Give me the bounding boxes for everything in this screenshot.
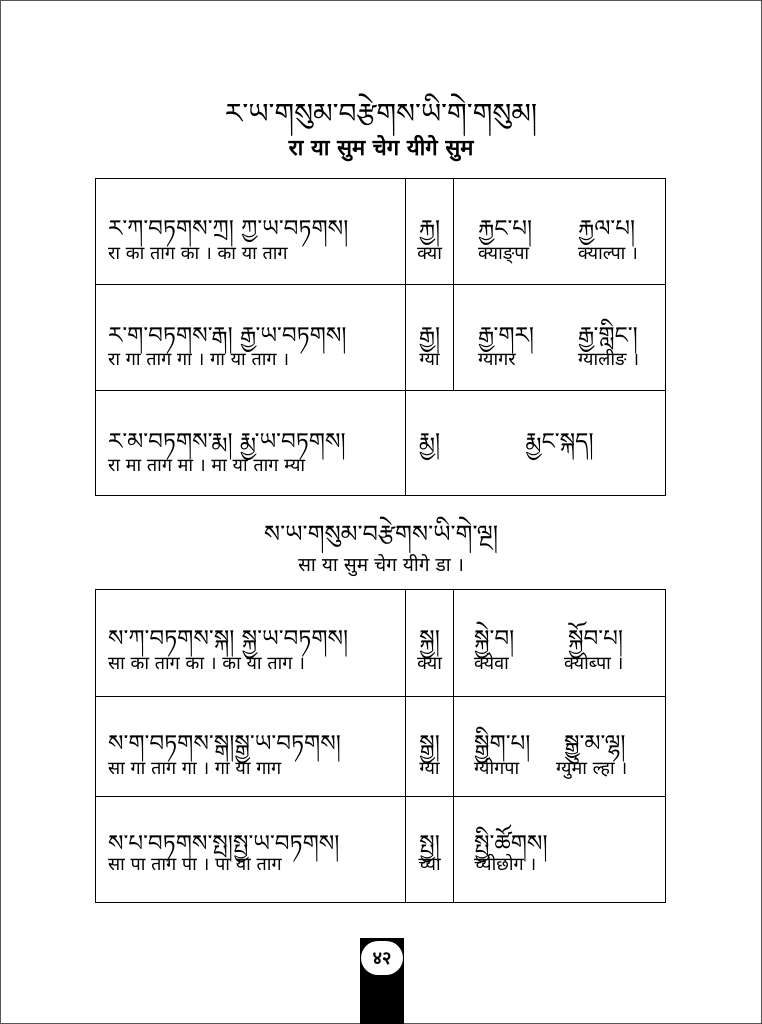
- letter-tibetan: རྒྱ།: [418, 323, 441, 349]
- rule-tibetan: ས་པ་བཏགས་སྤ།སྤྱ་ཡ་བཏགས།: [108, 831, 340, 857]
- title-devanagari: रा या सुम चेग यीगे सुम: [288, 136, 474, 161]
- rule-tibetan: ས་ཀ་བཏགས་སྐ། སྐྱ་ཡ་བཏགས།: [108, 626, 349, 652]
- letter-tibetan: སྤྱ།: [419, 831, 440, 857]
- page-number: ४२: [361, 941, 403, 975]
- rule-devanagari: रा का ताग का । का या ताग: [108, 243, 288, 264]
- title-tibetan: ར་ཡ་གསུམ་བརྩེགས་ཡི་གེ་གསུམ།: [224, 97, 538, 130]
- rule-tibetan: ས་ག་བཏགས་སྒ།སྒྱ་ཡ་བཏགས།: [108, 731, 341, 757]
- letter-devanagari: ग्या: [419, 349, 440, 370]
- rule-devanagari: रा गा ताग गा । गा या ताग ।: [108, 349, 290, 370]
- rule-tibetan: ར་མ་བཏགས་རྨ། རྨྱ་ཡ་བཏགས།: [108, 429, 346, 455]
- subtitle-devanagari: सा या सुम चेग यीगे डा ।: [298, 554, 464, 576]
- letter-devanagari: ग्या: [419, 758, 440, 779]
- letter-devanagari: च्या: [418, 854, 441, 875]
- example-tibetan: རྨྱང་སྐད།: [525, 429, 594, 455]
- example-tibetan: སྐྱེ་བ།: [474, 626, 515, 652]
- letter-tibetan: སྒྱ།: [419, 731, 440, 757]
- example-tibetan: རྐྱལ་པ།: [578, 216, 636, 242]
- example-devanagari: क्येवा: [474, 653, 509, 674]
- letter-tibetan: སྐྱ།: [419, 626, 440, 652]
- example-devanagari: क्योब्पा ।: [564, 653, 624, 674]
- letter-tibetan: རྨྱ།: [418, 429, 441, 455]
- example-tibetan: རྐྱང་པ།: [478, 216, 533, 242]
- example-tibetan: རྒྱ་གར།: [478, 323, 534, 349]
- example-tibetan: རྒྱ་གླིང་།: [578, 323, 638, 349]
- rule-tibetan: ར་ཀ་བཏགས་ཀྲ། ཀྱ་ཡ་བཏགས།: [108, 216, 349, 242]
- letter-tibetan: རྐྱ།: [418, 216, 441, 242]
- rule-devanagari: रा मा ताग मा । मा या ताग म्या: [108, 455, 306, 476]
- subtitle-tibetan: ས་ཡ་གསུམ་བརྩེགས་ཡི་གེ་ལྔ།: [263, 520, 499, 548]
- example-devanagari: ग्यीगपा: [474, 758, 520, 779]
- letter-devanagari: क्या: [417, 243, 442, 264]
- example-tibetan: སྒྱིག་པ།: [474, 731, 531, 757]
- example-devanagari: ग्युमा ल्हा ।: [556, 758, 628, 779]
- rule-devanagari: सा गा ताग गा । गा या गाग: [108, 758, 282, 779]
- example-devanagari: ग्यालीङ ।: [578, 349, 640, 370]
- example-devanagari: च्यीछोग ।: [474, 854, 537, 875]
- example-devanagari: क्याल्पा ।: [578, 243, 638, 264]
- example-tibetan: སྤྱི་ཚོགས།: [474, 831, 548, 857]
- rule-devanagari: सा पा ताग पा । पा या ताग: [108, 854, 282, 875]
- example-tibetan: སྒྱུ་མ་ལྷ།: [564, 731, 626, 757]
- example-tibetan: སྐྱོབ་པ།: [568, 626, 623, 652]
- letter-devanagari: क्या: [417, 653, 442, 674]
- rule-tibetan: ར་ག་བཏགས་རྒ། རྒྱ་ཡ་བཏགས།: [108, 323, 347, 349]
- example-devanagari: ग्यागर: [478, 349, 516, 370]
- rule-devanagari: सा का ताग का । का या ताग ।: [108, 653, 305, 674]
- example-devanagari: क्याङ्पा: [478, 243, 530, 264]
